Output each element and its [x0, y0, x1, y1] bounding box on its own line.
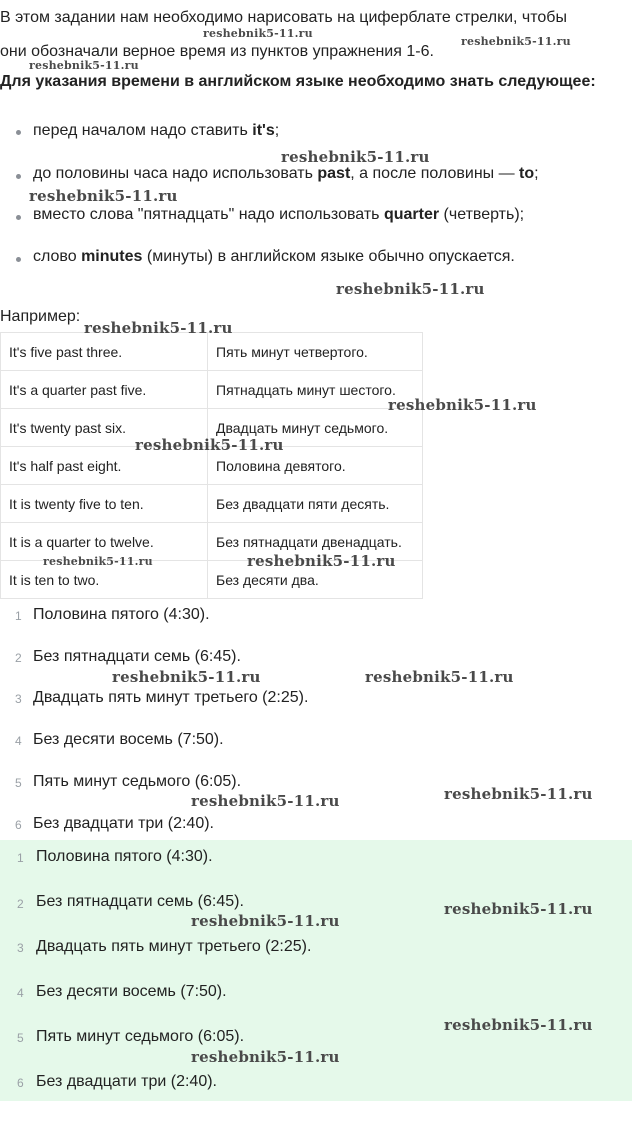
list-number: 4 — [17, 986, 24, 1000]
watermark: reshebnik5-11.ru — [135, 436, 284, 454]
bullet-icon — [16, 130, 21, 135]
table-cell-en: It's five past three. — [1, 333, 208, 371]
watermark: reshebnik5-11.ru — [43, 555, 153, 568]
intro-line-2: они обозначали верное время из пунктов упражнения 1-6. — [0, 43, 434, 60]
list-item: Без пятнадцати семь (6:45). — [33, 648, 241, 665]
list-item: Без десяти восемь (7:50). — [36, 983, 227, 1000]
watermark: reshebnik5-11.ru — [112, 668, 261, 686]
table-cell-ru: Пятнадцать минут шестого. — [208, 371, 423, 409]
bullet-icon — [16, 174, 21, 179]
list-item: Половина пятого (4:30). — [33, 606, 210, 623]
table-cell-ru: Без пятнадцати двенадцать. — [208, 523, 423, 561]
list-number: 6 — [15, 818, 22, 832]
watermark: reshebnik5-11.ru — [84, 319, 233, 337]
table-cell-en: It's a quarter past five. — [1, 371, 208, 409]
list-number: 1 — [15, 609, 22, 623]
watermark: reshebnik5-11.ru — [29, 187, 178, 205]
watermark: reshebnik5-11.ru — [281, 148, 430, 166]
watermark: reshebnik5-11.ru — [29, 59, 139, 72]
watermark: reshebnik5-11.ru — [461, 35, 571, 48]
list-number: 5 — [17, 1031, 24, 1045]
rule-item-3: вместо слова "пятнадцать" надо использовать quarter (четверть); — [33, 206, 525, 223]
list-item: Двадцать пять минут третьего (2:25). — [33, 689, 309, 706]
list-item: Без двадцати три (2:40). — [36, 1073, 217, 1090]
intro-line-1: В этом задании нам необходимо нарисовать на циферблате стрелки, чтобы — [0, 9, 567, 26]
rule-item-1: перед началом надо ставить it's; — [33, 122, 280, 139]
watermark: reshebnik5-11.ru — [388, 396, 537, 414]
list-item: Без десяти восемь (7:50). — [33, 731, 224, 748]
example-label: Например: — [0, 308, 81, 325]
watermark: reshebnik5-11.ru — [191, 792, 340, 810]
list-number: 6 — [17, 1076, 24, 1090]
list-item: Половина пятого (4:30). — [36, 848, 213, 865]
list-number: 3 — [17, 941, 24, 955]
table-row — [1, 333, 423, 371]
table-cell-en: It is ten to two. — [1, 561, 208, 599]
watermark: reshebnik5-11.ru — [191, 1048, 340, 1066]
list-item: Двадцать пять минут третьего (2:25). — [36, 938, 312, 955]
rule-item-2: до половины часа надо использовать past, а после половины — to; — [33, 165, 539, 182]
table-cell-ru: Половина девятого. — [208, 447, 423, 485]
list-item: Без двадцати три (2:40). — [33, 815, 214, 832]
table-cell-en: It is twenty five to ten. — [1, 485, 208, 523]
watermark: reshebnik5-11.ru — [444, 900, 593, 918]
intro-heading: Для указания времени в английском языке необходимо знать следующее: — [0, 73, 596, 90]
table-row — [1, 371, 423, 409]
list-item: Пять минут седьмого (6:05). — [33, 773, 242, 790]
table-cell-en: It's twenty past six. — [1, 409, 208, 447]
watermark: reshebnik5-11.ru — [444, 785, 593, 803]
bullet-icon — [16, 257, 21, 262]
list-number: 2 — [15, 651, 22, 665]
bullet-icon — [16, 215, 21, 220]
watermark: reshebnik5-11.ru — [444, 1016, 593, 1034]
watermark: reshebnik5-11.ru — [247, 552, 396, 570]
watermark: reshebnik5-11.ru — [365, 668, 514, 686]
list-number: 2 — [17, 897, 24, 911]
list-number: 3 — [15, 692, 22, 706]
table-row — [1, 485, 423, 523]
list-item: Без пятнадцати семь (6:45). — [36, 893, 244, 910]
list-number: 5 — [15, 776, 22, 790]
watermark: reshebnik5-11.ru — [203, 27, 313, 40]
rule-item-4: слово minutes (минуты) в английском языке обычно опускается. — [33, 248, 515, 265]
list-item: Пять минут седьмого (6:05). — [36, 1028, 245, 1045]
table-cell-en: It's half past eight. — [1, 447, 208, 485]
watermark: reshebnik5-11.ru — [336, 280, 485, 298]
table-cell-en: It is a quarter to twelve. — [1, 523, 208, 561]
table-cell-ru: Без двадцати пяти десять. — [208, 485, 423, 523]
table-cell-ru: Без десяти два. — [208, 561, 423, 599]
table-cell-ru: Двадцать минут седьмого. — [208, 409, 423, 447]
list-number: 4 — [15, 734, 22, 748]
list-number: 1 — [17, 851, 24, 865]
table-cell-ru: Пять минут четвертого. — [208, 333, 423, 371]
watermark: reshebnik5-11.ru — [191, 912, 340, 930]
